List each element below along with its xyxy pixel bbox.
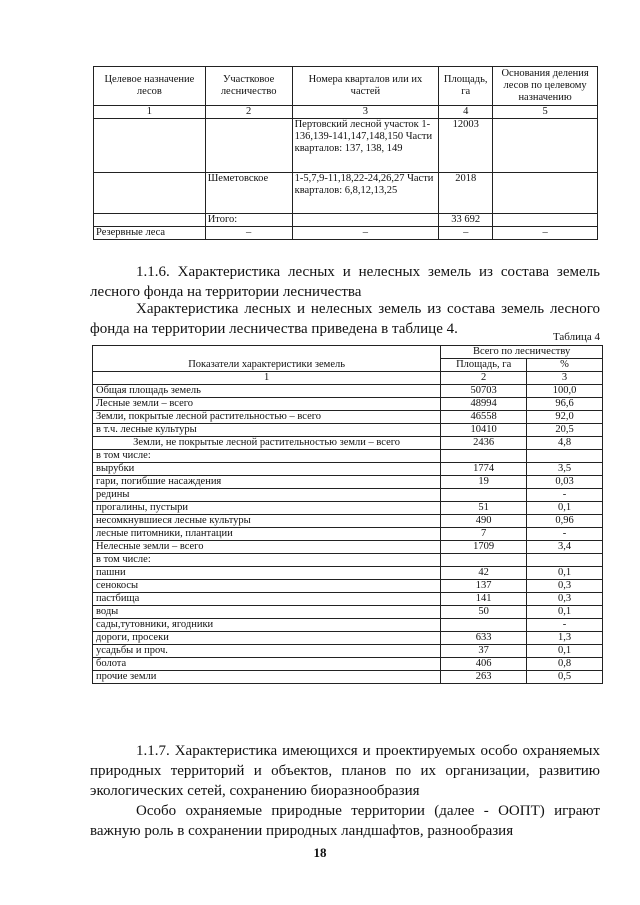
paragraph-table-ref: Характеристика лесных и нелесных земель из состава земель лесного фонда на территории лесничества приведена в таблице 4. [90,301,600,337]
t1-header-district: Участковое лесничество [205,67,292,106]
table-row [93,502,603,515]
table-row [94,119,598,173]
t2-label: вырубки [93,463,441,476]
t2-label: несомкнувшиеся лесные культуры [93,515,441,528]
t2-pct: 0,8 [527,658,603,671]
table-row [93,437,603,450]
table-row [93,411,603,424]
t1-header-area: Площадь, га [439,67,493,106]
t2-area: 50703 [441,385,527,398]
table-caption: Таблица 4 [552,331,600,343]
t2-area: 1709 [441,541,527,554]
t2-area: 406 [441,658,527,671]
t2-pct: 0,5 [527,671,603,684]
t1-basis [493,173,598,214]
page-number: 18 [313,845,327,860]
t1-basis [493,214,598,227]
t2-label: редины [93,489,441,502]
t2-label: прочие земли [93,671,441,684]
t2-label: воды [93,606,441,619]
t1-area: 33 692 [439,214,493,227]
t1-header-purpose: Целевое назначение лесов [94,67,206,106]
t2-label: пастбища [93,593,441,606]
t2-pct: 0,03 [527,476,603,489]
t2-label: лесные питомники, плантации [93,528,441,541]
t2-area: 48994 [441,398,527,411]
t2-pct: 0,1 [527,502,603,515]
t2-area: 490 [441,515,527,528]
t2-label: гари, погибшие насаждения [93,476,441,489]
t1-quarters: 1-5,7,9-11,18,22-24,26,27 Части кварталов: 6,8,12,13,25 [292,173,439,214]
t2-area [441,450,527,463]
t1-district: Итого: [205,214,292,227]
t2-area: 19 [441,476,527,489]
t1-colnum: 5 [493,106,598,119]
t2-label: в т.ч. лесные культуры [93,424,441,437]
t2-pct: - [527,528,603,541]
t2-colnum: 3 [527,372,603,385]
table-row [93,632,603,645]
t2-pct: 20,5 [527,424,603,437]
t2-pct: 0,1 [527,645,603,658]
t2-pct: 3,4 [527,541,603,554]
t1-header-quarters: Номера кварталов или их частей [292,67,439,106]
table-row [93,541,603,554]
section-heading-1-1-7: 1.1.7. Характеристика имеющихся и проектируемых особо охраняемых природных территорий и объектов, планов по их организации, развитию экологических сетей, сохранению биоразнообразия [90,743,600,799]
t2-header-total: Всего по лесничеству [441,346,603,359]
t1-purpose [94,214,206,227]
t1-colnum: 1 [94,106,206,119]
t2-pct: 0,1 [527,567,603,580]
t2-header-pct: % [527,359,603,372]
t2-pct: 3,5 [527,463,603,476]
t2-area [441,619,527,632]
table-row [93,489,603,502]
t2-area: 46558 [441,411,527,424]
t2-pct: 4,8 [527,437,603,450]
table-row [93,528,603,541]
table-row [93,476,603,489]
t1-quarters: Пертовский лесной участок 1-136,139-141,147,148,150 Части кварталов: 137, 138, 149 [292,119,439,173]
t2-area: 2436 [441,437,527,450]
t2-label: Земли, покрытые лесной растительностью – всего [93,411,441,424]
table-row [93,593,603,606]
t2-pct: 96,6 [527,398,603,411]
paragraph-oopt: Особо охраняемые природные территории (далее - ООПТ) играют важную роль в сохранении природных ландшафтов, разнообразия [90,803,600,839]
t2-area [441,554,527,567]
t2-area: 51 [441,502,527,515]
t1-header-basis: Основания деления лесов по целевому назначению [493,67,598,106]
t2-label: Общая площадь земель [93,385,441,398]
t1-area: – [439,227,493,240]
table-row [93,424,603,437]
t2-pct: 0,3 [527,593,603,606]
t1-basis [493,119,598,173]
t2-pct [527,450,603,463]
t2-pct: 92,0 [527,411,603,424]
t2-colnum: 2 [441,372,527,385]
table-row [94,214,598,227]
t2-header-area: Площадь, га [441,359,527,372]
t2-area: 7 [441,528,527,541]
t1-basis: – [493,227,598,240]
t2-area [441,489,527,502]
t2-area: 1774 [441,463,527,476]
t1-area: 2018 [439,173,493,214]
t2-pct: 0,3 [527,580,603,593]
t2-label: прогалины, пустыри [93,502,441,515]
table-row [93,606,603,619]
table-row [93,515,603,528]
t2-label: в том числе: [93,554,441,567]
t1-district [205,119,292,173]
t1-purpose: Резервные леса [94,227,206,240]
t2-pct: - [527,489,603,502]
table-row [93,398,603,411]
t1-district: – [205,227,292,240]
t1-quarters: – [292,227,439,240]
t1-colnum: 2 [205,106,292,119]
t2-area: 37 [441,645,527,658]
table-row [94,173,598,214]
t2-area: 263 [441,671,527,684]
t1-area: 12003 [439,119,493,173]
t2-label: усадьбы и проч. [93,645,441,658]
t2-area: 633 [441,632,527,645]
t2-pct: 0,96 [527,515,603,528]
table-row [93,463,603,476]
t1-purpose [94,173,206,214]
t2-label: сады,тутовники, ягодники [93,619,441,632]
t2-area: 10410 [441,424,527,437]
t2-label: пашни [93,567,441,580]
table-row [93,385,603,398]
t2-pct [527,554,603,567]
t2-area: 50 [441,606,527,619]
t2-pct: 100,0 [527,385,603,398]
t1-colnum: 4 [439,106,493,119]
t2-label: дороги, просеки [93,632,441,645]
table-row [93,619,603,632]
t2-pct: - [527,619,603,632]
t2-header-indicator: Показатели характеристики земель [93,346,441,372]
t2-label: Нелесные земли – всего [93,541,441,554]
t2-area: 42 [441,567,527,580]
table-row [93,671,603,684]
t2-colnum: 1 [93,372,441,385]
purpose-table [93,66,598,240]
t2-pct: 1,3 [527,632,603,645]
t2-label: Лесные земли – всего [93,398,441,411]
section-heading-1-1-6: 1.1.6. Характеристика лесных и нелесных земель из состава земель лесного фонда на территории лесничества [90,264,600,300]
t1-district: Шеметовское [205,173,292,214]
t2-label: в том числе: [93,450,441,463]
table-row [93,567,603,580]
table-row [93,450,603,463]
land-characteristics-table [92,345,603,684]
table-row [94,227,598,240]
t2-pct: 0,1 [527,606,603,619]
t1-colnum: 3 [292,106,439,119]
table-row [93,645,603,658]
table-row [93,658,603,671]
t2-label: сенокосы [93,580,441,593]
t1-quarters [292,214,439,227]
table-row [93,580,603,593]
t2-label: Земли, не покрытые лесной растительностью земли – всего [93,437,441,450]
t2-area: 141 [441,593,527,606]
t1-purpose [94,119,206,173]
t2-area: 137 [441,580,527,593]
t2-label: болота [93,658,441,671]
table-row [93,554,603,567]
